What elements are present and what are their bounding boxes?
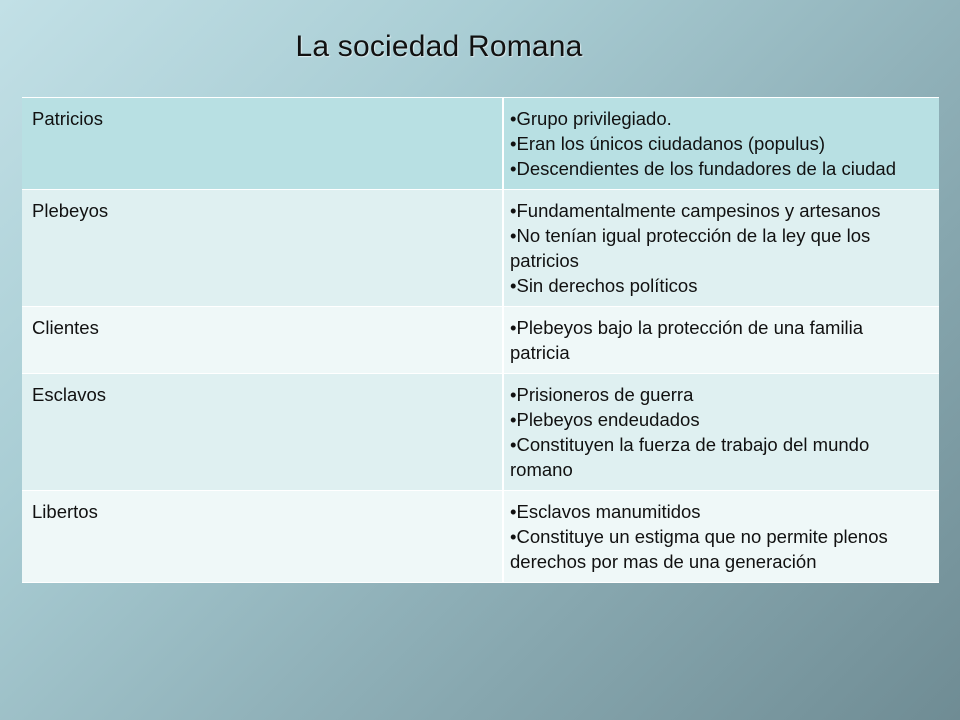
bullet-text: Eran los únicos ciudadanos (populus) — [516, 133, 826, 154]
description-bullet — [510, 524, 925, 574]
class-name-cell: Plebeyos — [22, 190, 503, 307]
bullet-text: No tenían igual protección de la ley que los patricios — [510, 225, 871, 271]
bullet-icon: • — [510, 526, 517, 547]
bullet-icon: • — [510, 158, 517, 179]
bullet-icon: • — [510, 225, 517, 246]
description-bullet — [510, 315, 925, 365]
bullet-text: Descendientes de los fundadores de la ciudad — [516, 158, 896, 179]
bullet-text: Sin derechos políticos — [516, 275, 698, 296]
bullet-text: Plebeyos bajo la protección de una familia patricia — [510, 317, 864, 363]
bullet-icon: • — [510, 108, 517, 129]
class-name-cell: Esclavos — [22, 374, 503, 491]
roman-society-table — [22, 97, 939, 583]
description-cell — [503, 491, 939, 583]
bullet-icon: • — [510, 434, 517, 455]
bullet-text: Fundamentalmente campesinos y artesanos — [516, 200, 881, 221]
bullet-text: Plebeyos endeudados — [516, 409, 700, 430]
bullet-icon: • — [510, 317, 517, 338]
description-bullet — [510, 273, 925, 298]
class-name-cell: Libertos — [22, 491, 503, 583]
bullet-icon: • — [510, 384, 517, 405]
description-bullet — [510, 382, 925, 407]
bullet-text: Grupo privilegiado. — [516, 108, 672, 129]
description-bullet — [510, 407, 925, 432]
description-bullet — [510, 223, 925, 273]
table-row-libertos — [22, 491, 939, 583]
description-bullet — [510, 499, 925, 524]
bullet-text: Esclavos manumitidos — [516, 501, 701, 522]
table-row-patricios — [22, 98, 939, 190]
bullet-text: Constituyen la fuerza de trabajo del mundo romano — [510, 434, 870, 480]
class-name-cell: Clientes — [22, 307, 503, 374]
description-cell — [503, 307, 939, 374]
bullet-icon: • — [510, 275, 517, 296]
description-bullet — [510, 106, 925, 131]
table-row-clientes — [22, 307, 939, 374]
description-bullet — [510, 198, 925, 223]
description-bullet — [510, 131, 925, 156]
bullet-text: Prisioneros de guerra — [516, 384, 694, 405]
description-bullet — [510, 432, 925, 482]
description-cell — [503, 374, 939, 491]
bullet-icon: • — [510, 133, 517, 154]
slide-title: La sociedad Romana — [295, 30, 583, 63]
description-bullet — [510, 156, 925, 181]
table-row-esclavos — [22, 374, 939, 491]
bullet-icon: • — [510, 200, 517, 221]
bullet-icon: • — [510, 501, 517, 522]
description-cell — [503, 98, 939, 190]
description-cell — [503, 190, 939, 307]
bullet-icon: • — [510, 409, 517, 430]
bullet-text: Constituye un estigma que no permite plenos derechos por mas de una generación — [510, 526, 888, 572]
class-name-cell: Patricios — [22, 98, 503, 190]
table-row-plebeyos — [22, 190, 939, 307]
